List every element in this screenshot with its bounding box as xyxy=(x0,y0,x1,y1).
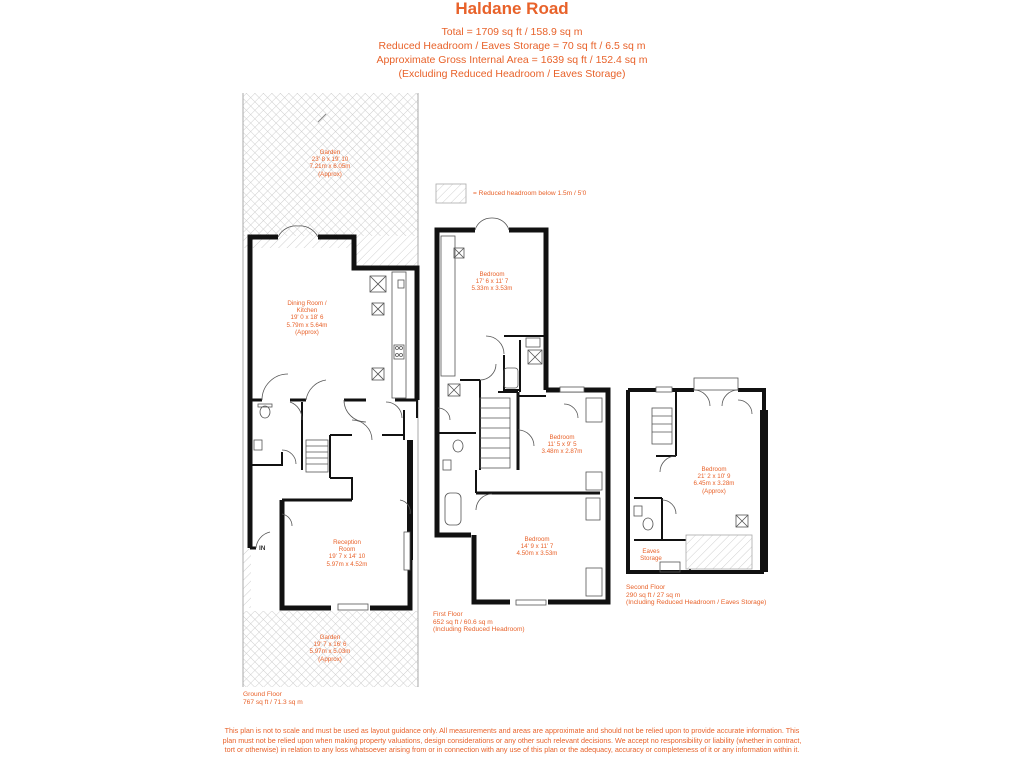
gross-internal-area: Approximate Gross Internal Area = 1639 sq ft / 152.4 sq m xyxy=(376,54,648,66)
dining-kitchen-label: Dining Room / Kitchen 19' 0 x 18' 6 5.79m x 5.64m (Approx) xyxy=(286,300,328,336)
disclaimer: This plan is not to scale and must be used as layout guidance only. All measurements and areas are approximate and should not be relied upon to provide accurate information. This plan must not be relied upon when making property valuations, design considerations or any other such relevant decisions. We accept no responsibility or liability (whether in contract, tort or otherwise) in relation to any loss whatsoever arising from or in connection with any use of this plan or the adequacy, accuracy or completeness of it or any information within it. xyxy=(222,726,802,755)
entrance-marker: IN xyxy=(259,545,266,552)
first-floor-middle-bedroom-label: Bedroom 11' 5 x 9' 5 3.48m x 2.87m xyxy=(541,434,583,456)
eaves-storage-label: Eaves Storage xyxy=(640,548,662,563)
reception-room-label: Reception Room 19' 7 x 14' 10 5.97m x 4.52m xyxy=(326,539,368,568)
total-area: Total = 1709 sq ft / 158.9 sq m xyxy=(441,26,583,38)
second-floor-caption: Second Floor 290 sq ft / 27 sq m (Including Reduced Headroom / Eaves Storage) xyxy=(626,584,767,607)
ground-floor-caption: Ground Floor 767 sq ft / 71.3 sq m xyxy=(243,691,303,706)
legend-swatch xyxy=(436,184,466,203)
front-garden-label: Garden 19' 7 x 16' 6 5.97m x 5.03m (Approx) xyxy=(309,634,351,663)
reduced-headroom-area: Reduced Headroom / Eaves Storage = 70 sq ft / 6.5 sq m xyxy=(378,40,646,52)
legend-label: = Reduced headroom below 1.5m / 5'0 xyxy=(473,190,587,197)
first-floor-front-bedroom-label: Bedroom 14' 9 x 11' 7 4.50m x 3.53m xyxy=(516,536,558,558)
first-floor-rear-bedroom-label: Bedroom 17' 6 x 11' 7 5.33m x 3.53m xyxy=(471,271,513,293)
second-floor-bedroom-label: Bedroom 21' 2 x 10' 9 6.45m x 3.28m (Approx) xyxy=(693,466,735,495)
plan-title: Haldane Road xyxy=(455,0,569,18)
first-floor-caption: First Floor 652 sq ft / 60.6 sq m (Including Reduced Headroom) xyxy=(433,611,525,634)
rear-garden-label: Garden 23' 8 x 19' 10 7.21m x 6.05m (Approx) xyxy=(309,149,351,178)
excluding-note: (Excluding Reduced Headroom / Eaves Storage) xyxy=(398,68,626,80)
